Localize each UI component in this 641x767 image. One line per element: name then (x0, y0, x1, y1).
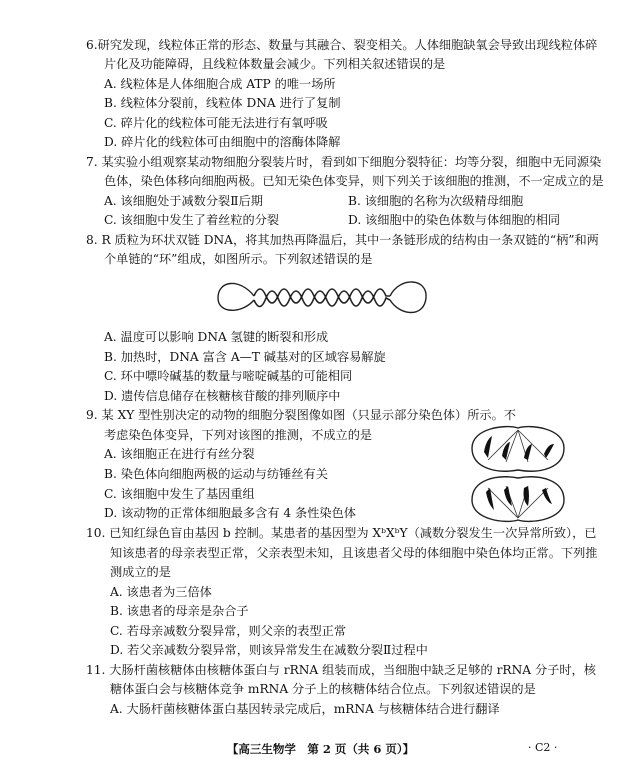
q8-option-b: B. 加热时，DNA 富含 A—T 碱基对的区域容易解旋 (104, 350, 386, 364)
q10-option-a: A. 该患者为三倍体 (110, 585, 212, 599)
q7-option-b: B. 该细胞的名称为次级精母细胞 (348, 194, 524, 208)
q6-option-d: D. 碎片化的线粒体可由细胞中的溶酶体降解 (104, 135, 341, 149)
q7-option-d: D. 该细胞中的染色体数与体细胞的相同 (348, 213, 561, 227)
q7-option-a: A. 该细胞处于减数分裂Ⅱ后期 (104, 194, 263, 208)
q9-option-c: C. 该细胞中发生了基因重组 (104, 487, 255, 501)
dna-stem-loop-figure (214, 268, 430, 322)
page-footer: 【高三生物学 第 2 页（共 6 页）】 (226, 742, 415, 756)
cell-division-figure (466, 422, 570, 526)
q9-stem-line-1: 9. 某 XY 型性别决定的动物的细胞分裂图像如图（只显示部分染色体）所示。不 (86, 408, 516, 422)
q7-stem-line-2: 色体，染色体移向细胞两极。已知无染色体变异，则下列关于该细胞的推测，不一定成立的是 (104, 174, 604, 188)
q11-stem-line-2: 糖体蛋白会与核糖体竞争 mRNA 分子上的核糖体结合位点。下列叙述错误的是 (110, 682, 536, 696)
q10-stem-line-1: 10. 已知红绿色盲由基因 b 控制。某患者的基因型为 XᵇXᵇY（减数分裂发生一次异常所致），已 (86, 526, 597, 540)
q6-option-c: C. 碎片化的线粒体可能无法进行有氧呼吸 (104, 116, 328, 130)
q7-stem-line-1: 7. 某实验小组观察某动物细胞分裂装片时，看到如下细胞分裂特征：均等分裂，细胞中无同源染 (86, 155, 602, 169)
q8-option-a: A. 温度可以影响 DNA 氢键的断裂和形成 (104, 330, 329, 344)
q10-option-b: B. 该患者的母亲是杂合子 (110, 604, 249, 618)
q10-stem-line-2: 知该患者的母亲表型正常，父亲表型未知，且该患者父母的体细胞中染色体均正常。下列推 (110, 546, 598, 560)
q9-option-a: A. 该细胞正在进行有丝分裂 (104, 447, 255, 461)
q11-option-a: A. 大肠杆菌核糖体蛋白基因转录完成后，mRNA 与核糖体结合进行翻译 (110, 702, 500, 716)
q9-stem-line-2: 考虑染色体变异，下列对该图的推测，不成立的是 (104, 428, 373, 442)
q8-stem-line-2: 个单链的“环”组成，如图所示。下列叙述错误的是 (104, 252, 373, 266)
q9-option-b: B. 染色体向细胞两极的运动与纺锤丝有关 (104, 467, 328, 481)
q8-stem-line-1: 8. R 质粒为环状双链 DNA，将其加热再降温后，其中一条链形成的结构由一条双链的“柄”和两 (86, 233, 599, 247)
q9-option-d: D. 该动物的正常体细胞最多含有 4 条性染色体 (104, 506, 356, 520)
q6-option-a: A. 线粒体是人体细胞合成 ATP 的唯一场所 (104, 77, 336, 91)
q7-option-c: C. 该细胞中发生了着丝粒的分裂 (104, 213, 280, 227)
q10-option-c: C. 若母亲减数分裂异常，则父亲的表型正常 (110, 624, 347, 638)
q6-option-b: B. 线粒体分裂前，线粒体 DNA 进行了复制 (104, 96, 341, 110)
q8-option-c: C. 环中嘌呤碱基的数量与嘧啶碱基的可能相同 (104, 369, 353, 383)
q6-stem-line-1: 6.研究发现，线粒体正常的形态、数量与其融合、裂变相关。人体细胞缺氧会导致出现线粒体碎 (86, 38, 598, 52)
q10-option-d: D. 若父亲减数分裂异常，则该异常发生在减数分裂Ⅱ过程中 (110, 643, 428, 657)
page-code: · C2 · (528, 741, 558, 754)
q11-stem-line-1: 11. 大肠杆菌核糖体由核糖体蛋白与 rRNA 组装而成，当细胞中缺乏足够的 rRNA 分子时，核 (86, 663, 596, 677)
q8-option-d: D. 遗传信息储存在核糖核苷酸的排列顺序中 (104, 389, 341, 403)
q6-stem-line-2: 片化及功能障碍，且线粒体数量会减少。下列相关叙述错误的是 (104, 57, 446, 71)
q10-stem-line-3: 测成立的是 (110, 565, 171, 579)
